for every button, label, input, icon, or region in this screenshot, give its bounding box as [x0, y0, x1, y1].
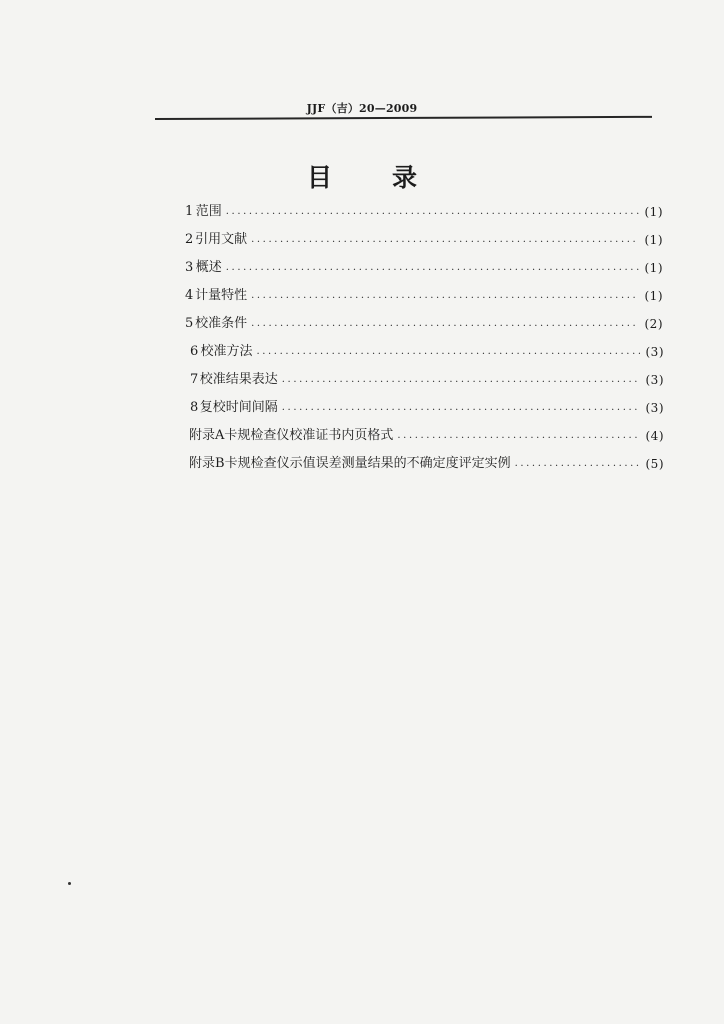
toc-entry[interactable] [185, 231, 663, 249]
toc-entry-page: (4) [645, 429, 664, 443]
toc-entry-page: (3) [645, 373, 664, 387]
toc-entry[interactable] [190, 371, 664, 389]
toc-leader-dots [226, 259, 639, 277]
toc-entry-page: (2) [644, 317, 663, 331]
toc-entry-number: 7 [190, 372, 199, 387]
toc-entry-number: 8 [190, 400, 199, 415]
toc-entry-page: (1) [644, 261, 663, 275]
toc-entry[interactable] [189, 427, 664, 445]
toc-entry-page: (3) [645, 345, 664, 359]
toc-leader-dots [251, 231, 638, 249]
toc-entry-label: 校准方法 [200, 344, 253, 359]
toc-entry[interactable] [185, 287, 663, 305]
toc-leader-dots [226, 203, 639, 221]
scan-speck [68, 882, 71, 885]
toc-entry-number: 2 [185, 232, 194, 247]
toc-entry-number: 6 [190, 344, 199, 359]
toc-entry-number: 附录A [189, 428, 225, 443]
toc-entry-page: (1) [644, 205, 663, 219]
toc-entry-label: 复校时间间隔 [199, 400, 278, 415]
toc-leader-dots [515, 455, 640, 473]
toc-entry[interactable] [185, 315, 663, 333]
toc-entry[interactable] [185, 203, 663, 221]
toc-entry-label: 校准条件 [195, 316, 248, 331]
toc-entry-page: (5) [645, 457, 664, 471]
toc-entry[interactable] [185, 259, 663, 277]
toc-entry-label: 概述 [195, 260, 222, 275]
toc-entry-number: 5 [185, 316, 194, 331]
toc-entry-label: 卡规检查仪示值误差测量结果的不确定度评定实例 [224, 456, 511, 471]
toc-entry-number: 3 [185, 260, 194, 275]
toc-entry-label: 校准结果表达 [199, 372, 278, 387]
toc-title: 目录 [306, 163, 477, 192]
toc-entry-label: 范围 [195, 204, 222, 219]
toc-leader-dots [282, 399, 640, 417]
toc-entry-page: (3) [645, 401, 664, 415]
toc-entry-label: 卡规检查仪校准证书内页格式 [224, 428, 394, 443]
standard-code-header: JJF（吉）20—2009 [306, 102, 418, 115]
toc-entry-number: 4 [185, 288, 194, 303]
toc-entry-page: (1) [644, 233, 663, 247]
toc-entry[interactable] [190, 399, 664, 417]
toc-leader-dots [256, 343, 639, 361]
toc-entry-number: 附录B [189, 456, 225, 471]
toc-leader-dots [251, 287, 638, 305]
toc-leader-dots [282, 371, 640, 389]
toc-entry-page: (1) [644, 289, 663, 303]
toc-leader-dots [397, 427, 639, 445]
toc-entry-label: 计量特性 [195, 288, 248, 303]
toc-entry-number: 1 [185, 204, 194, 219]
toc-entry[interactable] [190, 343, 664, 361]
toc-entry-label: 引用文献 [195, 232, 248, 247]
toc-leader-dots [251, 315, 638, 333]
toc-entry[interactable] [189, 455, 664, 473]
